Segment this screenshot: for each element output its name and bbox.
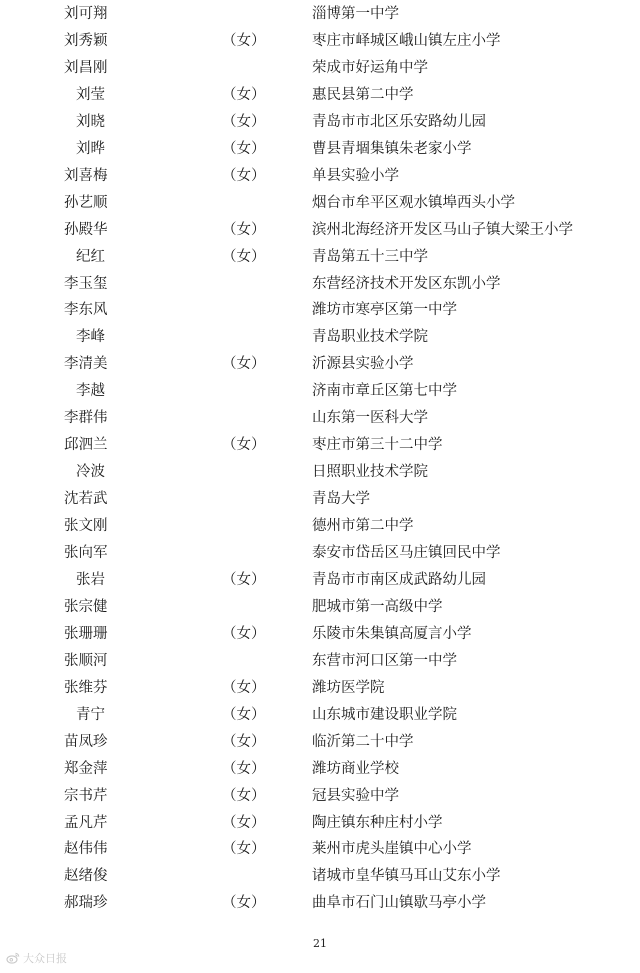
school-name: 沂源县实验小学	[312, 356, 414, 373]
person-name: 刘昌刚	[64, 59, 108, 76]
person-name: 刘莹	[76, 86, 105, 103]
school-name: 肥城市第一高级中学	[312, 598, 443, 615]
list-item	[0, 109, 640, 136]
person-name: 苗凤珍	[64, 733, 108, 750]
school-name: 惠民县第二中学	[312, 86, 414, 103]
list-item	[0, 82, 640, 109]
list-item	[0, 136, 640, 163]
school-name: 滨州北海经济开发区马山子镇大梁王小学	[312, 221, 573, 238]
person-name: 郑金萍	[64, 760, 108, 777]
gender-note: （女）	[222, 140, 266, 157]
list-item	[0, 1, 640, 28]
list-item	[0, 729, 640, 756]
school-name: 单县实验小学	[312, 167, 399, 184]
gender-note: （女）	[222, 787, 266, 804]
list-item	[0, 702, 640, 729]
school-name: 烟台市牟平区观水镇埠西头小学	[312, 194, 515, 211]
list-item	[0, 486, 640, 513]
list-item	[0, 163, 640, 190]
school-name: 枣庄市峄城区峨山镇左庄小学	[312, 32, 501, 49]
person-name: 刘秀颖	[64, 32, 108, 49]
gender-note: （女）	[222, 437, 266, 454]
list-item	[0, 405, 640, 432]
list-item	[0, 513, 640, 540]
gender-note: （女）	[222, 679, 266, 696]
list-item	[0, 217, 640, 244]
list-item	[0, 648, 640, 675]
list-item	[0, 756, 640, 783]
person-name: 张宗健	[64, 598, 108, 615]
person-name: 张顺河	[64, 652, 108, 669]
list-item	[0, 297, 640, 324]
list-item	[0, 621, 640, 648]
person-name: 刘喜梅	[64, 167, 108, 184]
person-name: 张维芬	[64, 679, 108, 696]
school-name: 青岛大学	[312, 491, 370, 508]
person-name: 孙艺顺	[64, 194, 108, 211]
school-name: 临沂第二十中学	[312, 733, 414, 750]
school-name: 诸城市皇华镇马耳山艾东小学	[312, 868, 501, 885]
list-item	[0, 863, 640, 890]
school-name: 莱州市虎头崖镇中心小学	[312, 841, 472, 858]
person-name: 冷波	[76, 464, 105, 481]
person-name: 孙殿华	[64, 221, 108, 238]
gender-note: （女）	[222, 86, 266, 103]
list-item	[0, 836, 640, 863]
person-name: 赵绪俊	[64, 868, 108, 885]
person-name: 邱泗兰	[64, 437, 108, 454]
person-name: 刘晓	[76, 113, 105, 130]
school-name: 曲阜市石门山镇歇马亭小学	[312, 895, 486, 912]
list-item	[0, 783, 640, 810]
person-name: 郝瑞珍	[64, 895, 108, 912]
list-item	[0, 244, 640, 271]
school-name: 济南市章丘区第七中学	[312, 383, 457, 400]
school-name: 荣成市好运角中学	[312, 59, 428, 76]
school-name: 青岛第五十三中学	[312, 248, 428, 265]
gender-note: （女）	[222, 760, 266, 777]
list-item	[0, 594, 640, 621]
gender-note: （女）	[222, 248, 266, 265]
gender-note: （女）	[222, 356, 266, 373]
list-item	[0, 459, 640, 486]
school-name: 潍坊商业学校	[312, 760, 399, 777]
list-item	[0, 675, 640, 702]
school-name: 潍坊市寒亭区第一中学	[312, 302, 457, 319]
gender-note: （女）	[222, 733, 266, 750]
school-name: 东营市河口区第一中学	[312, 652, 457, 669]
school-name: 陶庄镇东种庄村小学	[312, 814, 443, 831]
gender-note: （女）	[222, 706, 266, 723]
list-item	[0, 567, 640, 594]
person-name: 李东风	[64, 302, 108, 319]
person-name: 张文刚	[64, 518, 108, 535]
person-name: 青宁	[76, 706, 105, 723]
list-item	[0, 810, 640, 837]
gender-note: （女）	[222, 221, 266, 238]
school-name: 乐陵市朱集镇高厦言小学	[312, 625, 472, 642]
gender-note: （女）	[222, 814, 266, 831]
list-item	[0, 271, 640, 298]
school-name: 东营经济技术开发区东凯小学	[312, 275, 501, 292]
watermark	[6, 950, 67, 966]
person-name: 张珊珊	[64, 625, 108, 642]
person-name: 李峰	[76, 329, 105, 346]
school-name: 青岛市市南区成武路幼儿园	[312, 571, 486, 588]
person-name: 张岩	[76, 571, 105, 588]
person-name: 李群伟	[64, 410, 108, 427]
list-item	[0, 540, 640, 567]
gender-note: （女）	[222, 167, 266, 184]
person-name: 纪红	[76, 248, 105, 265]
person-name: 李玉玺	[64, 275, 108, 292]
school-name: 山东城市建设职业学院	[312, 706, 457, 723]
gender-note: （女）	[222, 841, 266, 858]
person-name: 沈若武	[64, 491, 108, 508]
gender-note: （女）	[222, 895, 266, 912]
school-name: 日照职业技术学院	[312, 464, 428, 481]
list-item	[0, 351, 640, 378]
person-name: 李清美	[64, 356, 108, 373]
list-item	[0, 28, 640, 55]
person-name: 张向军	[64, 545, 108, 561]
person-name: 孟凡芹	[64, 814, 108, 831]
person-name: 刘晔	[76, 140, 105, 157]
school-name: 枣庄市第三十二中学	[312, 437, 443, 454]
school-name: 德州市第二中学	[312, 518, 414, 535]
school-name: 青岛职业技术学院	[312, 329, 428, 346]
school-name: 青岛市市北区乐安路幼儿园	[312, 113, 486, 130]
person-name: 赵伟伟	[64, 841, 108, 858]
watermark-text: 大众日报	[23, 952, 67, 965]
gender-note: （女）	[222, 625, 266, 642]
school-name: 泰安市岱岳区马庄镇回民中学	[312, 545, 501, 561]
gender-note: （女）	[222, 113, 266, 130]
person-name: 宗书芹	[64, 787, 108, 804]
list-item	[0, 324, 640, 351]
list-item	[0, 890, 640, 917]
weibo-icon	[6, 951, 20, 965]
school-name: 曹县青堌集镇朱老家小学	[312, 140, 472, 157]
school-name: 潍坊医学院	[312, 679, 385, 696]
list-item	[0, 378, 640, 405]
school-name: 山东第一医科大学	[312, 410, 428, 427]
school-name: 冠县实验中学	[312, 787, 399, 804]
list-item	[0, 55, 640, 82]
gender-note: （女）	[222, 32, 266, 49]
list-item	[0, 190, 640, 217]
school-name: 淄博第一中学	[312, 6, 399, 22]
list-item	[0, 432, 640, 459]
gender-note: （女）	[222, 571, 266, 588]
person-name: 刘可翔	[64, 6, 108, 22]
page-number: 21	[313, 937, 327, 950]
person-name: 李越	[76, 383, 105, 400]
